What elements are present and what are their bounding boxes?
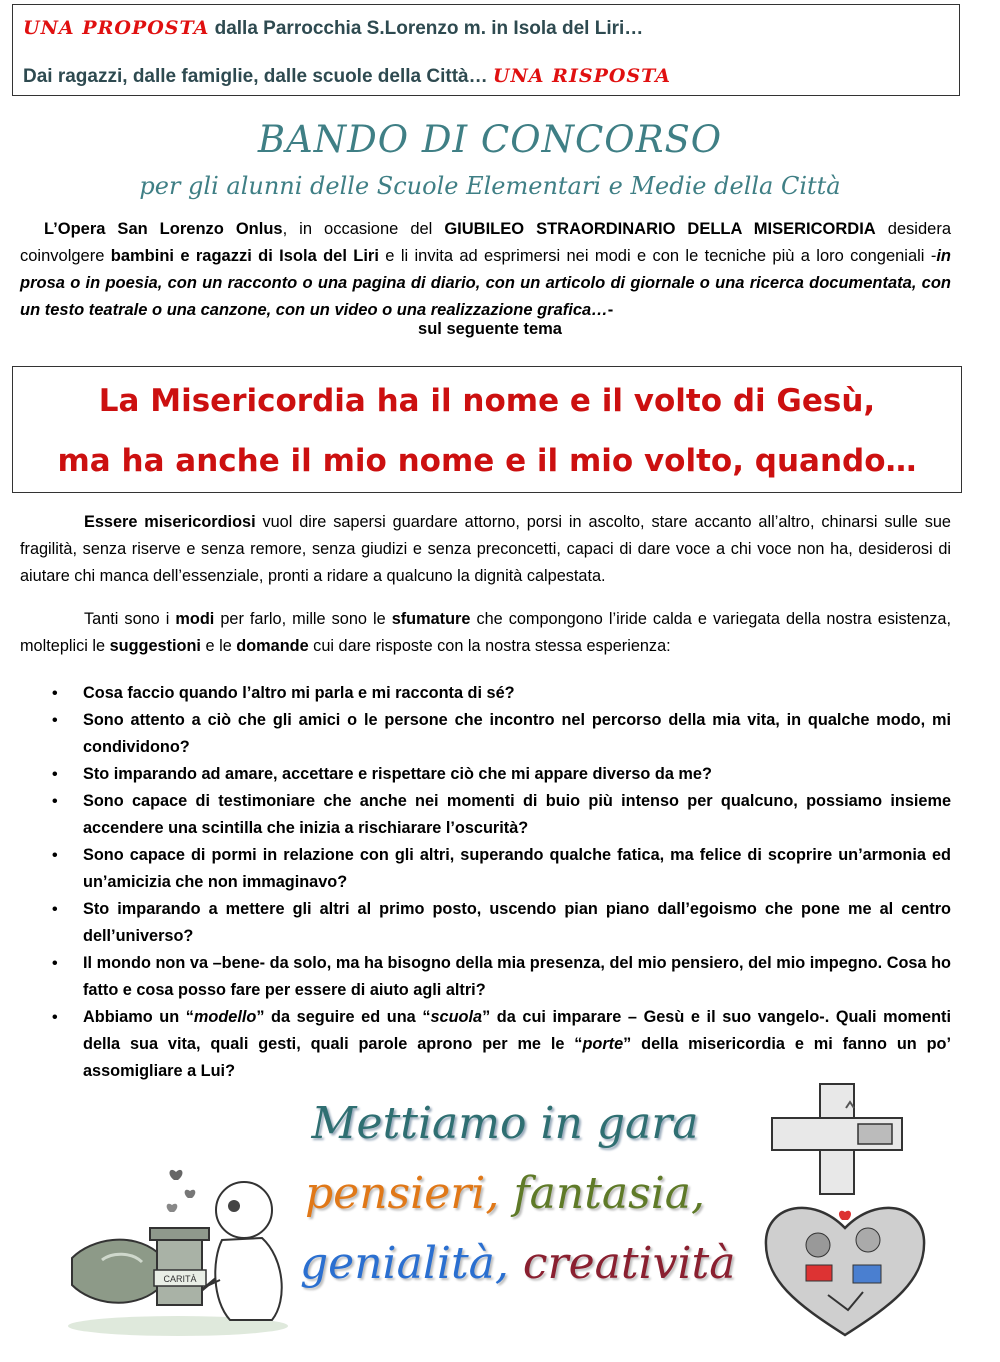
expression-modes: in prosa o in poesia, con un racconto o una pagina di diario, con un articolo di giornale o una ricerca documentata, con un testo teatrale o una canzone, con un video o una realizzazione grafica… [20, 247, 951, 319]
question-text: Sono capace di testimoniare che anche nei momenti di buio più intenso per qualcuno, possiamo insieme accendere una scintilla che inizia a rischiarare l’oscurità? [83, 792, 951, 837]
bullet-icon: • [52, 766, 58, 783]
list-item [52, 896, 951, 950]
header-line-2-text: Dai ragazzi, dalle famiglie, dalle scuole della Città… [23, 66, 488, 87]
para2-c: per farlo, mille sono le [214, 610, 392, 628]
slogan-word-pensieri: pensieri, [305, 1168, 500, 1219]
header-line-2 [23, 65, 671, 88]
para2-e: che compongono l’iride calda e variegata della nostra esistenza, molteplici le [20, 610, 951, 655]
page-subtitle: per gli alunni delle Scuole Elementari e Medie della Città [139, 172, 841, 200]
cross-heart-icon [758, 1080, 933, 1345]
intro-text-3: e li invita ad esprimersi nei modi e con le tecniche più a loro congeniali - [378, 247, 937, 265]
question-text: Sono capace di pormi in relazione con gli altri, superando qualche fatica, ma felice di scoprire un’armonia ed un’amicizia che non immaginavo? [83, 846, 951, 891]
theme-line-2: ma ha anche il mio nome e il mio volto, quando… [57, 443, 917, 479]
bullet-icon: • [52, 793, 58, 810]
slogan-word-genialita: genialità, [300, 1238, 509, 1289]
lq-f: porte [582, 1035, 624, 1053]
org-name: L’Opera San Lorenzo Onlus [44, 220, 283, 238]
paragraph-misericordiosi [20, 509, 951, 590]
lq-a: Abbiamo un “ [83, 1008, 194, 1026]
topic-label: sul seguente tema [418, 320, 562, 338]
header-box [12, 4, 960, 96]
para2-b: modi [175, 610, 215, 628]
para2-f: suggestioni [109, 637, 201, 655]
target-audience: bambini e ragazzi di Isola del Liri [110, 247, 379, 265]
bullet-icon: • [52, 955, 58, 972]
cross-heart-illustration [758, 1080, 933, 1345]
bullet-icon: • [52, 847, 58, 864]
question-text: Sto imparando ad amare, accettare e rispettare ciò che mi appare diverso da me? [83, 765, 712, 783]
list-item [52, 761, 951, 788]
header-line-1 [23, 17, 643, 40]
theme-line-1: La Misericordia ha il nome e il volto di Gesù, [98, 383, 876, 419]
heart-machine-icon [62, 1140, 294, 1340]
event-name: GIUBILEO STRAORDINARIO DELLA MISERICORDIA [444, 220, 876, 238]
bullet-icon: • [52, 1009, 58, 1026]
lq-b: modello [193, 1008, 257, 1026]
carita-label: CARITÀ [163, 1274, 197, 1284]
intro-text-2: desidera coinvolgere [20, 220, 951, 265]
slogan-line-3 [300, 1238, 736, 1289]
intro-text-4: - [607, 301, 614, 319]
lq-d: scuola [430, 1008, 483, 1026]
lq-g: ” della misericordia e mi fanno un po’ assomigliare a Lui? [83, 1035, 951, 1080]
para1-text: vuol dire sapersi guardare attorno, porsi in ascolto, stare accanto all’altro, chinarsi sulle sue fragilità, senza riserve e senza remore, senza giudizi e senza preconcetti, capaci di dare voce a chi voce non ha, desiderosi di aiutare chi manca dell’essenziale, pronti a ridare a qualcuno la dignità calpestata. [20, 513, 951, 585]
question-text: Sono attento a ciò che gli amici o le persone che incontro nel percorso della mia vita, in qualche modo, mi condividono? [83, 711, 951, 756]
list-item [52, 707, 951, 761]
header-line-1-text: dalla Parrocchia S.Lorenzo m. in Isola del Liri… [214, 18, 644, 39]
list-item [52, 950, 951, 1004]
paragraph-modi [20, 606, 951, 660]
question-text: Cosa faccio quando l’altro mi parla e mi racconta di sé? [83, 684, 515, 702]
para2-d: sfumature [391, 610, 471, 628]
bullet-icon: • [52, 685, 58, 702]
risposta-label: UNA RISPOSTA [492, 65, 671, 87]
list-item [52, 842, 951, 896]
heart-machine-illustration [62, 1140, 294, 1340]
proposta-label: UNA PROPOSTA [23, 17, 210, 39]
question-text: Il mondo non va –bene- da solo, ma ha bisogno della mia presenza, del mio pensiero, del mio impegno. Cosa ho fatto e cosa posso fare per essere di aiuto agli altri? [83, 954, 951, 999]
slogan-line-2 [300, 1168, 710, 1219]
lq-c: ” da seguire ed una “ [256, 1008, 431, 1026]
slogan-line-1: Mettiamo in gara [311, 1098, 699, 1149]
para2-h: domande [236, 637, 309, 655]
para2-a: Tanti sono i [84, 610, 176, 628]
bullet-icon: • [52, 901, 58, 918]
intro-text-1: , in occasione del [282, 220, 445, 238]
slogan-word-creativita: creatività [522, 1238, 736, 1289]
questions-list [52, 680, 951, 1085]
para2-g: e le [200, 637, 237, 655]
theme-box [12, 366, 962, 493]
slogan-word-fantasia: fantasia, [513, 1168, 705, 1219]
question-text: Sto imparando a mettere gli altri al primo posto, uscendo pian piano dall’egoismo che pone me al centro dell’universo? [83, 900, 951, 945]
lq-e: ” da cui imparare – Gesù e il suo vangelo-. Quali momenti della sua vita, quali gesti, quali parole aprono per me le “ [83, 1008, 951, 1053]
list-item [52, 680, 951, 707]
intro-paragraph [20, 216, 951, 324]
para1-bold: Essere misericordiosi [84, 513, 256, 531]
list-item [52, 788, 951, 842]
page-title: BANDO DI CONCORSO [257, 118, 723, 161]
bullet-icon: • [52, 712, 58, 729]
para2-i: cui dare risposte con la nostra stessa esperienza: [308, 637, 671, 655]
list-item [52, 1004, 951, 1085]
